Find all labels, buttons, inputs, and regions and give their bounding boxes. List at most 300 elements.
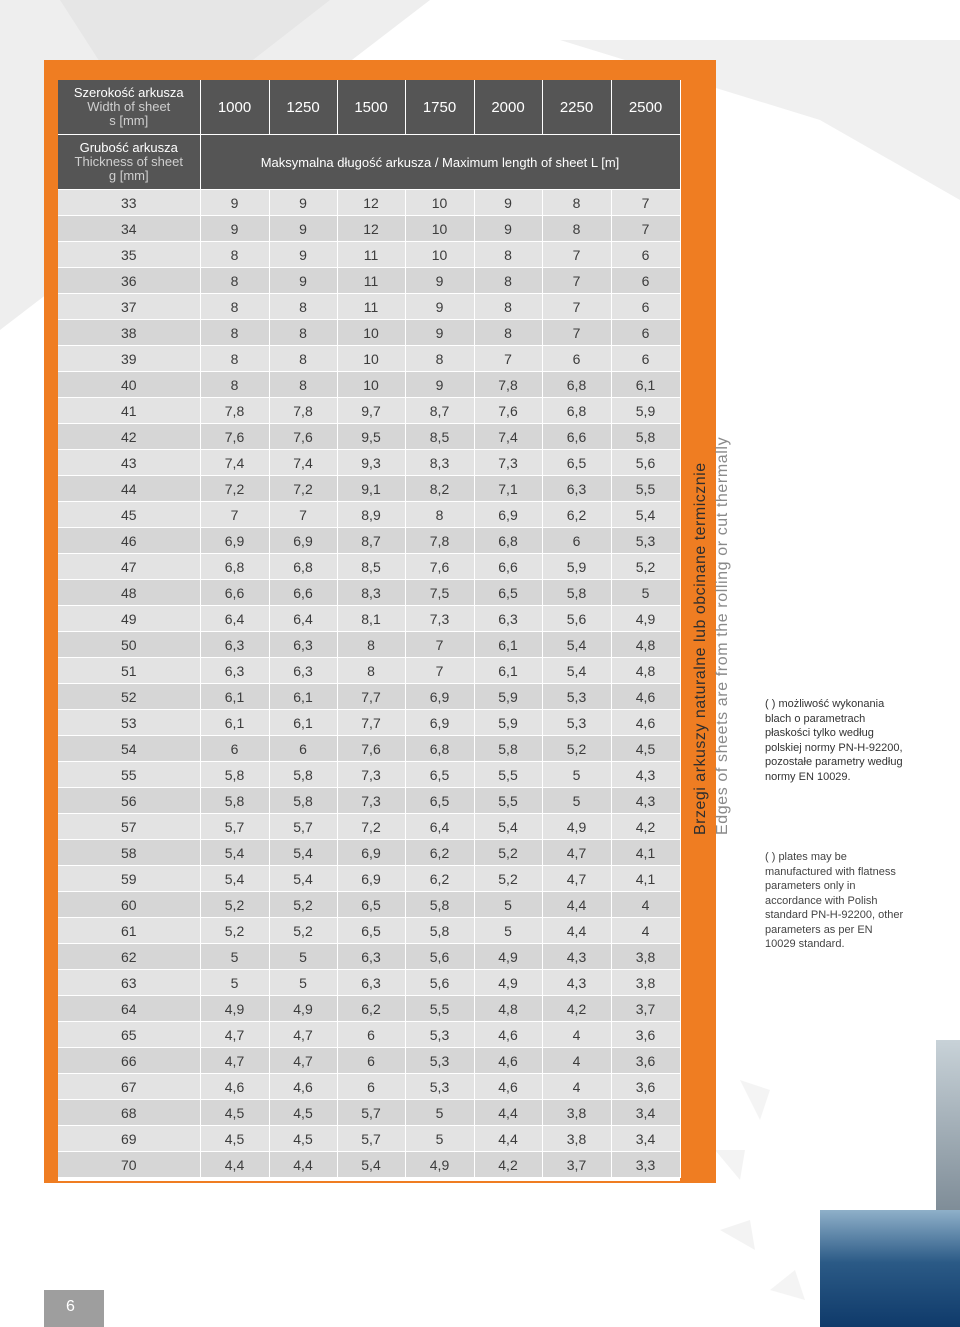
length-cell: 5,8 — [405, 918, 474, 944]
length-cell: 9 — [405, 320, 474, 346]
length-cell: 5 — [269, 944, 337, 970]
length-cell: 4,9 — [474, 970, 542, 996]
length-cell: 6,5 — [337, 918, 405, 944]
thickness-cell: 62 — [58, 944, 200, 970]
length-cell: 4,6 — [474, 1048, 542, 1074]
width-label-unit: s [mm] — [109, 113, 149, 128]
length-cell: 4 — [611, 918, 680, 944]
length-cell: 5,2 — [200, 892, 269, 918]
thickness-cell: 51 — [58, 658, 200, 684]
edges-caption — [692, 437, 732, 835]
length-cell: 5,4 — [542, 632, 611, 658]
length-cell: 7,8 — [405, 528, 474, 554]
length-cell: 6 — [269, 736, 337, 762]
length-cell: 4,6 — [611, 710, 680, 736]
length-cell: 6,2 — [405, 866, 474, 892]
length-cell: 8 — [542, 216, 611, 242]
table-row — [58, 242, 680, 268]
length-cell: 6,5 — [405, 762, 474, 788]
thickness-cell: 38 — [58, 320, 200, 346]
length-cell: 6,3 — [269, 658, 337, 684]
length-cell: 5 — [542, 762, 611, 788]
length-cell: 5,6 — [405, 970, 474, 996]
length-cell: 7 — [474, 346, 542, 372]
page-number: 6 — [66, 1298, 75, 1315]
length-cell: 4,7 — [269, 1048, 337, 1074]
length-cell: 7,8 — [269, 398, 337, 424]
length-cell: 4,6 — [474, 1022, 542, 1048]
thickness-cell: 35 — [58, 242, 200, 268]
thickness-cell: 68 — [58, 1100, 200, 1126]
length-cell: 10 — [405, 216, 474, 242]
thickness-cell: 52 — [58, 684, 200, 710]
length-cell: 4,1 — [611, 866, 680, 892]
length-cell: 6,3 — [337, 970, 405, 996]
thickness-cell: 57 — [58, 814, 200, 840]
length-cell: 7 — [542, 294, 611, 320]
length-cell: 4,6 — [200, 1074, 269, 1100]
length-cell: 4,9 — [611, 606, 680, 632]
flatness-note-en: ( ) plates may be manufactured with flatness parameters only in accordance with Polish standard PN-H-92200, other parameters as per EN 10029 standard. — [765, 851, 904, 950]
length-cell: 5,7 — [337, 1126, 405, 1152]
length-cell: 6,8 — [542, 372, 611, 398]
length-cell: 5,7 — [337, 1100, 405, 1126]
length-cell: 5 — [269, 970, 337, 996]
thickness-cell: 61 — [58, 918, 200, 944]
length-cell: 6,9 — [405, 710, 474, 736]
length-cell: 5,5 — [611, 476, 680, 502]
length-cell: 9 — [269, 242, 337, 268]
length-cell: 7,6 — [200, 424, 269, 450]
length-cell: 7 — [405, 632, 474, 658]
length-cell: 4,7 — [200, 1048, 269, 1074]
thickness-cell: 65 — [58, 1022, 200, 1048]
length-cell: 4,5 — [200, 1126, 269, 1152]
table-row — [58, 450, 680, 476]
length-cell: 6,3 — [474, 606, 542, 632]
length-cell: 6,8 — [542, 398, 611, 424]
length-cell: 6,9 — [200, 528, 269, 554]
length-cell: 4,3 — [542, 970, 611, 996]
length-cell: 7,2 — [337, 814, 405, 840]
length-cell: 5,3 — [405, 1074, 474, 1100]
length-cell: 6,5 — [542, 450, 611, 476]
length-cell: 5 — [611, 580, 680, 606]
length-cell: 7,1 — [474, 476, 542, 502]
length-cell: 8,7 — [405, 398, 474, 424]
length-cell: 9,1 — [337, 476, 405, 502]
table-row — [58, 606, 680, 632]
length-cell: 7,2 — [269, 476, 337, 502]
length-cell: 4,2 — [611, 814, 680, 840]
length-cell: 5,9 — [611, 398, 680, 424]
length-cell: 12 — [337, 216, 405, 242]
table-row — [58, 372, 680, 398]
length-cell: 8,9 — [337, 502, 405, 528]
length-cell: 5,5 — [405, 996, 474, 1022]
length-cell: 6,8 — [200, 554, 269, 580]
length-cell: 5,8 — [269, 762, 337, 788]
length-cell: 4,1 — [611, 840, 680, 866]
length-cell: 6,1 — [200, 710, 269, 736]
thickness-label — [58, 135, 200, 190]
length-cell: 3,7 — [611, 996, 680, 1022]
length-cell: 5 — [474, 918, 542, 944]
length-cell: 9 — [200, 216, 269, 242]
length-cell: 3,4 — [611, 1126, 680, 1152]
length-cell: 5,8 — [611, 424, 680, 450]
length-cell: 4,3 — [542, 944, 611, 970]
length-cell: 4 — [542, 1022, 611, 1048]
thickness-cell: 58 — [58, 840, 200, 866]
length-cell: 7,6 — [269, 424, 337, 450]
length-cell: 8 — [200, 320, 269, 346]
width-col: 2250 — [542, 80, 611, 135]
table-row — [58, 190, 680, 216]
length-cell: 6,2 — [337, 996, 405, 1022]
length-cell: 9 — [405, 372, 474, 398]
length-cell: 6,6 — [474, 554, 542, 580]
length-cell: 4,7 — [200, 1022, 269, 1048]
thickness-cell: 59 — [58, 866, 200, 892]
table-row — [58, 1152, 680, 1178]
length-cell: 4,8 — [474, 996, 542, 1022]
length-cell: 6 — [611, 294, 680, 320]
length-cell: 8 — [269, 372, 337, 398]
thickness-cell: 54 — [58, 736, 200, 762]
width-col: 1500 — [337, 80, 405, 135]
width-col: 1000 — [200, 80, 269, 135]
length-cell: 7,6 — [405, 554, 474, 580]
length-cell: 4,9 — [474, 944, 542, 970]
length-cell: 6,2 — [405, 840, 474, 866]
length-cell: 7 — [405, 658, 474, 684]
length-cell: 4,3 — [611, 788, 680, 814]
table-row — [58, 294, 680, 320]
length-cell: 4,8 — [611, 658, 680, 684]
table-row — [58, 788, 680, 814]
table-row — [58, 1100, 680, 1126]
length-cell: 4,9 — [405, 1152, 474, 1178]
length-cell: 5,3 — [542, 710, 611, 736]
length-cell: 6,3 — [269, 632, 337, 658]
table-row — [58, 346, 680, 372]
table-row — [58, 1074, 680, 1100]
length-cell: 7 — [200, 502, 269, 528]
length-cell: 5,8 — [200, 762, 269, 788]
max-length-label: Maksymalna długość arkusza / Maximum length of sheet L [m] — [200, 135, 680, 190]
length-cell: 5,8 — [542, 580, 611, 606]
length-cell: 8 — [474, 268, 542, 294]
length-cell: 8 — [474, 242, 542, 268]
length-cell: 4,5 — [200, 1100, 269, 1126]
length-cell: 6,4 — [200, 606, 269, 632]
length-cell: 8 — [474, 320, 542, 346]
length-cell: 6,3 — [200, 658, 269, 684]
thickness-cell: 43 — [58, 450, 200, 476]
length-cell: 6,1 — [474, 632, 542, 658]
length-cell: 4 — [611, 892, 680, 918]
length-cell: 9 — [405, 294, 474, 320]
length-cell: 4 — [542, 1048, 611, 1074]
length-cell: 5,5 — [474, 788, 542, 814]
table-row — [58, 502, 680, 528]
length-cell: 4 — [542, 1074, 611, 1100]
length-cell: 8,2 — [405, 476, 474, 502]
length-cell: 5,9 — [542, 554, 611, 580]
length-cell: 9 — [405, 268, 474, 294]
thickness-label-en: Thickness of sheet — [74, 154, 183, 169]
length-cell: 5,2 — [269, 892, 337, 918]
thickness-cell: 64 — [58, 996, 200, 1022]
thickness-cell: 63 — [58, 970, 200, 996]
length-cell: 7,6 — [337, 736, 405, 762]
flatness-note-pl: ( ) możliwość wykonania blach o parametrach płaskości tylko według polskiej normy PN-H-92200, pozostałe parametry według normy EN 10029. — [765, 698, 903, 783]
thickness-label-pl: Grubość arkusza — [79, 140, 178, 155]
length-cell: 6 — [611, 346, 680, 372]
length-cell: 6 — [200, 736, 269, 762]
thickness-cell: 39 — [58, 346, 200, 372]
length-cell: 8 — [269, 320, 337, 346]
length-cell: 6 — [611, 268, 680, 294]
length-cell: 4,6 — [611, 684, 680, 710]
length-cell: 4,4 — [269, 1152, 337, 1178]
length-cell: 6 — [542, 346, 611, 372]
length-cell: 9 — [269, 190, 337, 216]
gear-decoration — [700, 1060, 960, 1327]
length-cell: 5,7 — [269, 814, 337, 840]
length-cell: 6,2 — [542, 502, 611, 528]
length-cell: 6,3 — [337, 944, 405, 970]
length-cell: 6,9 — [337, 866, 405, 892]
length-cell: 6,6 — [269, 580, 337, 606]
length-cell: 5,3 — [405, 1022, 474, 1048]
length-cell: 8,5 — [337, 554, 405, 580]
length-cell: 8 — [200, 294, 269, 320]
length-cell: 6,6 — [200, 580, 269, 606]
length-cell: 7,6 — [474, 398, 542, 424]
length-cell: 4,7 — [542, 840, 611, 866]
length-cell: 6,6 — [542, 424, 611, 450]
thickness-cell: 47 — [58, 554, 200, 580]
length-cell: 4,7 — [542, 866, 611, 892]
length-cell: 4,8 — [611, 632, 680, 658]
table-row — [58, 918, 680, 944]
length-cell: 6 — [611, 242, 680, 268]
length-cell: 4,5 — [269, 1126, 337, 1152]
length-cell: 5,2 — [611, 554, 680, 580]
length-cell: 7,3 — [337, 788, 405, 814]
length-cell: 6,1 — [269, 684, 337, 710]
thickness-cell: 70 — [58, 1152, 200, 1178]
length-cell: 7 — [269, 502, 337, 528]
length-cell: 4,5 — [269, 1100, 337, 1126]
length-cell: 5,3 — [405, 1048, 474, 1074]
width-label-en: Width of sheet — [87, 99, 171, 114]
table-row — [58, 814, 680, 840]
length-cell: 5,2 — [474, 840, 542, 866]
length-cell: 5,2 — [200, 918, 269, 944]
length-cell: 7,3 — [337, 762, 405, 788]
table-row — [58, 684, 680, 710]
length-cell: 8 — [269, 346, 337, 372]
length-cell: 6,8 — [474, 528, 542, 554]
length-cell: 7 — [542, 242, 611, 268]
length-cell: 3,6 — [611, 1048, 680, 1074]
length-cell: 8,1 — [337, 606, 405, 632]
length-cell: 6 — [337, 1074, 405, 1100]
length-cell: 6,8 — [405, 736, 474, 762]
length-cell: 6,5 — [405, 788, 474, 814]
plate-table — [58, 80, 680, 1181]
length-cell: 11 — [337, 294, 405, 320]
length-cell: 10 — [405, 242, 474, 268]
table-row — [58, 476, 680, 502]
table-row — [58, 216, 680, 242]
table-row — [58, 528, 680, 554]
table-row — [58, 762, 680, 788]
thickness-cell: 40 — [58, 372, 200, 398]
length-cell: 11 — [337, 242, 405, 268]
table-row — [58, 658, 680, 684]
length-cell: 5 — [474, 892, 542, 918]
thickness-cell: 42 — [58, 424, 200, 450]
table-row — [58, 970, 680, 996]
length-cell: 8 — [337, 632, 405, 658]
length-cell: 9 — [269, 216, 337, 242]
length-cell: 8,3 — [337, 580, 405, 606]
length-cell: 8,7 — [337, 528, 405, 554]
table-row — [58, 424, 680, 450]
length-cell: 7 — [542, 268, 611, 294]
thickness-cell: 45 — [58, 502, 200, 528]
thickness-cell: 36 — [58, 268, 200, 294]
length-cell: 3,3 — [611, 1152, 680, 1178]
length-cell: 8 — [200, 346, 269, 372]
length-cell: 5,2 — [269, 918, 337, 944]
length-cell: 7,4 — [269, 450, 337, 476]
length-cell: 8 — [474, 294, 542, 320]
length-cell: 5,3 — [542, 684, 611, 710]
length-cell: 7,8 — [200, 398, 269, 424]
length-cell: 10 — [405, 190, 474, 216]
length-cell: 4,6 — [474, 1074, 542, 1100]
length-cell: 9 — [269, 268, 337, 294]
table-row — [58, 996, 680, 1022]
length-cell: 5,4 — [269, 866, 337, 892]
length-cell: 6,5 — [474, 580, 542, 606]
length-cell: 7,3 — [405, 606, 474, 632]
length-cell: 12 — [337, 190, 405, 216]
table-row — [58, 554, 680, 580]
width-col: 2000 — [474, 80, 542, 135]
length-cell: 3,6 — [611, 1022, 680, 1048]
length-cell: 4,9 — [542, 814, 611, 840]
thickness-cell: 48 — [58, 580, 200, 606]
thickness-cell: 41 — [58, 398, 200, 424]
length-cell: 6,9 — [269, 528, 337, 554]
length-cell: 7,4 — [200, 450, 269, 476]
length-cell: 7,2 — [200, 476, 269, 502]
length-cell: 7,7 — [337, 684, 405, 710]
length-cell: 5,4 — [542, 658, 611, 684]
length-cell: 7,5 — [405, 580, 474, 606]
length-cell: 10 — [337, 346, 405, 372]
length-cell: 5 — [405, 1126, 474, 1152]
length-cell: 5,3 — [611, 528, 680, 554]
length-cell: 6,1 — [611, 372, 680, 398]
length-cell: 6,1 — [474, 658, 542, 684]
length-cell: 8,5 — [405, 424, 474, 450]
length-cell: 10 — [337, 320, 405, 346]
width-col: 1250 — [269, 80, 337, 135]
table-row — [58, 892, 680, 918]
page-number-tab — [44, 1290, 104, 1327]
length-cell: 3,8 — [611, 970, 680, 996]
length-cell: 6 — [337, 1048, 405, 1074]
length-cell: 3,8 — [542, 1100, 611, 1126]
length-cell: 8,3 — [405, 450, 474, 476]
length-cell: 4,4 — [474, 1100, 542, 1126]
thickness-cell: 37 — [58, 294, 200, 320]
table-row — [58, 944, 680, 970]
length-cell: 5,6 — [405, 944, 474, 970]
length-cell: 6,3 — [200, 632, 269, 658]
length-cell: 7 — [542, 320, 611, 346]
length-cell: 8 — [405, 346, 474, 372]
length-cell: 5,6 — [542, 606, 611, 632]
length-cell: 5,2 — [474, 866, 542, 892]
length-cell: 3,7 — [542, 1152, 611, 1178]
thickness-cell: 44 — [58, 476, 200, 502]
width-label-pl: Szerokość arkusza — [73, 85, 184, 100]
length-cell: 5,8 — [405, 892, 474, 918]
edges-caption-en: Edges of sheets are from the rolling or cut thermally — [714, 436, 731, 835]
length-cell: 5,4 — [611, 502, 680, 528]
length-cell: 5,4 — [200, 840, 269, 866]
width-header-row — [58, 80, 680, 135]
length-cell: 5,8 — [200, 788, 269, 814]
length-cell: 5,7 — [200, 814, 269, 840]
length-cell: 9,3 — [337, 450, 405, 476]
thickness-cell: 55 — [58, 762, 200, 788]
length-cell: 6,5 — [337, 892, 405, 918]
table-row — [58, 398, 680, 424]
thickness-cell: 34 — [58, 216, 200, 242]
length-cell: 5 — [200, 970, 269, 996]
length-cell: 4,4 — [474, 1126, 542, 1152]
thickness-cell: 46 — [58, 528, 200, 554]
length-cell: 4,4 — [542, 892, 611, 918]
length-cell: 6,4 — [269, 606, 337, 632]
length-cell: 4,4 — [542, 918, 611, 944]
length-cell: 8 — [337, 658, 405, 684]
length-cell: 9 — [200, 190, 269, 216]
length-cell: 11 — [337, 268, 405, 294]
table-row — [58, 320, 680, 346]
length-cell: 5,6 — [611, 450, 680, 476]
thickness-cell: 53 — [58, 710, 200, 736]
length-cell: 6,9 — [337, 840, 405, 866]
table-row — [58, 866, 680, 892]
length-cell: 8 — [200, 242, 269, 268]
thickness-cell: 60 — [58, 892, 200, 918]
thickness-cell: 56 — [58, 788, 200, 814]
length-cell: 6,9 — [474, 502, 542, 528]
length-cell: 5,5 — [474, 762, 542, 788]
length-cell: 9,7 — [337, 398, 405, 424]
length-cell: 8 — [200, 372, 269, 398]
